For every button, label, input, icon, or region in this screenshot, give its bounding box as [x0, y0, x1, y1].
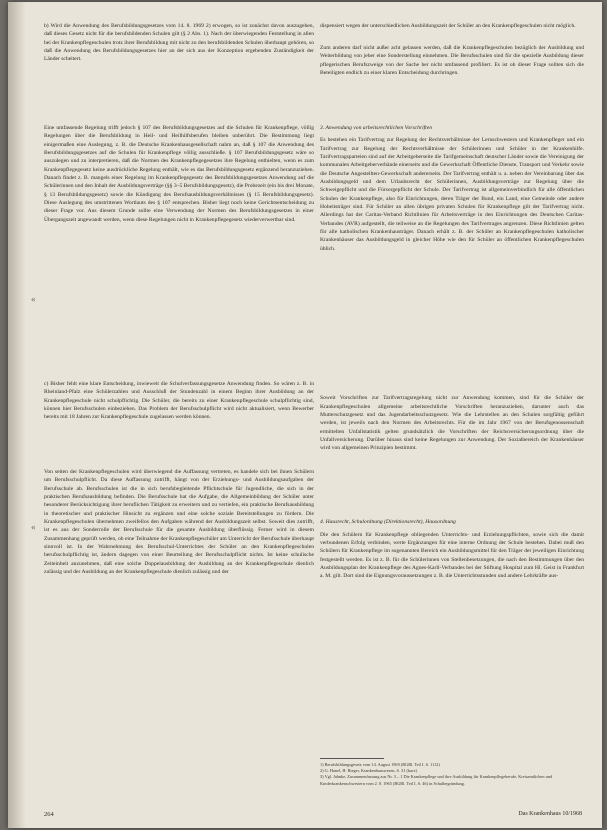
section-heading-4: 4. Hausrecht, Schulordnung (Direktionsrecht), Hausordnung — [320, 519, 456, 526]
right-column — [320, 22, 584, 635]
journal-footer: Das Krankenhaus 10/1968 — [518, 811, 582, 817]
right-paragraph-2: Zum anderen darf nicht außer acht gelassen werden, daß die Krankenpflegeschulen bezüglich der Ausbildung und Weiterbildung von jeher eine Sonderstellung einnehmen. Die Berufsschulen sind für die spezielle Ausbildung dieser pflegerischen Berufszweige von der Sache her nicht umfassend profiliert. Es ist ob dieser Frage sollten sich die Beteiligten endlich zu einer klaren Entscheidung durchringen. — [320, 45, 584, 77]
left-paragraph-107: Eine umfassende Regelung trifft jedoch § 107 des Berufsbildungsgesetzes auf die Schulen für Krankenpflege, völlig Regelungen über die Berufsbildung in Heil- und Heilhilfsberufen bleiben unberührt. Die Bestimmung liegt einigermaßen eine Auslegung, z. B. die Deutsche Krankenhausgesellschaft nahm an, daß § 107 die Anwendung des Berufsbildungsgesetzes auf die Schulen für Krankenpflege völlig ausschließe. § 107 Berufsbildungsgesetz wäre so auszulegen und zu interpretieren, daß die Normen des Krankenpflegegesetzes ihre Regelung enthielten, wenn es zum Krankenpflegegesetz keine ausdrückliche Regelung enthält, wie es das Berufsbildungsgesetz ergänzend heranzuziehen. Danach findet z. B. mangels einer Regelung im Krankenpflegegesetz des Berufsbildungsgesetzes Anwendung auf die Schülerinnen und den Inhalt der Ausbildungsverträge (§§ 3–5 Berufsbildungsgesetz), die Probezeit (ein bis drei Monate, § 13 Berufsbildungsgesetz) sowie die Kündigung des Berufsausbildungsverhältnisses (§ 15 Berufsbildungsgesetz). Diese Auslegung des umstrittenen Wortlauts des § 107 entsprechen. Bisher liegt noch keine Gerichtsentscheidung zu dieser Frage vor. Aus diesem Grunde sollte eine Verwendung der Normen des Berufsbildungsgesetzes in einer Übergangszeit angewandt werden, wenn diese Regelungen nicht in Krankenpflegegesetz wiederverwertbar sind. — [44, 125, 314, 223]
left-paragraph-berufsschule: Von seiten der Krankenpflegeschulen wird überwiegend die Auffassung vertreten, es handele sich bei ihnen Schülern um Berufsschulpflicht. Da diese Auffassung zutrifft, hängt von der Erziehungs- und Ausbildungsaufgaben der Berufsschule ab. Berufsschulen ist die in sich berufsbegleitende Pflichtschule für Jugendliche, die sich in der praktischen Berufsausbildung befinden. Die Berufsschule hat die Aufgabe, die Allgemeinbildung der Schüler unter besonderer Berücksichtigung ihrer beruflichen Tätigkeit zu erweitern und zu vertiefen, ein praktische Berufsausbildung in theoretischer und praktischer Hinsicht zu ergänzen und eine solche soziale Bereitstellungen zu fördern. Die Krankenpflegeschulen übernehmen zweifellos den Aufgaben während der Ausbildungszeit selbst. Soweit dies zutrifft, ist es aus der Sonderrolle der Berufsschule für die gesamte Ausbildung überflüssig. Ferner wird in diesem Zusammenhang geprüft werden, ob eine Teilnahme der Krankenpflegeschüler am Unterricht der Berufsschule überhaupt sinnvoll ist. In der Wahrnehmung des Berufsschul-Unterrichtes der Schüler an den Krankenpflegeschulen berufsschulpflichtig ist, ändern dagegen von einer Beurteilung der Berufsschulpflicht nichts. Ist keine schulische Zeiteinheit anzunehmen, daß eine solche Doppelausbildung der Ausbildung an der Krankenpflegeschule dienlich zulässig und der Ausbildung an der Krankenpflegeschule dienlich zulässig und der — [44, 469, 314, 576]
footnote-3: 3) Vgl. Jahnke, Zusammenfassung aus Nr. 3 – 1 Die Krankenpflege und ihre Ausbildung für Krankenpflegeberufe, Kreisamtlichen und Kinderkrankenschwestern vom 2. 8. 1965 (BGBl. Teil I, S. 46) in Schulbegründung. — [320, 774, 553, 786]
left-paragraph-b: b) Wird die Anwendung des Berufsbildungsgesetzes vom 14. 8. 1969 2) erwogen, so ist zunächst davon auszugehen, daß dieses Gesetz nicht für die berufsbildenden Schulen gilt (§ 2 Abs. 1). Nach der überwiegenden Feststellung in allen bei der Krankenpflegeschulen trotz ihrer Berufsbildung mit nicht zu den berufsbildenden Schulen überhaupt gehören, so daß die Anwendung des Berufsbildungsgesetzes hier an der sich aus der Konzeption ergebenden Zuständigkeit der Länder scheitert. — [44, 23, 314, 63]
right-paragraph-1: dispensiert wegen der unterschiedlichen Ausbildungszeit der Schüler an den Krankenpflegeschulen nicht möglich. — [320, 23, 576, 29]
document-page — [8, 2, 602, 828]
binding-gutter — [8, 2, 26, 828]
page-number: 264 — [44, 811, 54, 818]
footnotes — [320, 762, 584, 787]
right-paragraph-arbeitsrecht: Soweit Vorschriften zur Tarifvertragsregelung nicht zur Anwendung kommen, sind für die Schüler der Krankenpflegeschulen allgemeine arbeitsrechtliche Vorschriften heranzuziehen, darunter auch das Mutterschutzgesetz und das Jugendarbeitsschutzgesetz. Wie die Lehrstellen an den Schulen sorgfältig geführt werden, ist jeweils nach den Normen des Arbeitsrechts. Für die im Jahr 1967 von der Berufsgenossenschaft ermittelten Unfallstatistik gelten grundsätzlich die Vorschriften der Reichsversicherungsordnung über die Unfallversicherung. Darüber hinaus sind keine Regelungen zur Anwendung. Der Sozialbereich der Krankenhäuser wird von allgemeinen Prinzipien bestimmt. — [320, 395, 584, 452]
section-heading-3: 3. Anwendung von arbeitsrechtlichen Vorschriften — [320, 125, 433, 131]
right-paragraph-tarif: Es bestehen ein Tarifvertrag zur Regelung der Rechtsverhältnisse der Lernschwestern und Krankenpfleger und ein Tarifvertrag zur Regelung der Rechtsverhältnisse der Schülerinnen und Schüler in der Krankenhilfe. Tarifvertragsparteien sind auf der Arbeitgeberseite die Tarifgemeinschaft deutscher Länder sowie die Vereinigung der kommunalen Arbeitgeberverbände einerseits und die Gewerkschaft Öffentliche Dienste, Transport und Verkehr sowie die Deutsche Angestellten-Gewerkschaft andererseits. Der Tarifvertrag enthält u. a. neben der Vereinbarung über das Ausbildungsgeld und dem Urlaubsrecht der Schülerinnen, Ausbildungsverträge zur Regelung über die Schweigepflicht und die Fürsorgepflicht der Schule. Der Tarifvertrag ist allgemeinverbindlich für alle öffentlichen Schulen der Krankenpflege, also für Einrichtungen, deren Träger der Bund, ein Land, eine Gemeinde oder andere Hoheitsträger sind. Für Schüler an allen übrigen privaten Schulen für Krankenpflege gilt der Tarifvertrag nicht. Allerdings hat der Caritas-Verband Richtlinien für Arbeitsverträge in den Einrichtungen des Deutschen Caritas-Verbandes (AVR) aufgestellt, die teilweise an die Regelungen des Tarifvertrages angrenzen. Diese Richtlinien gelten für alle katholischen Krankenhausträger. Danach erhält z. B. der Schüler an Krankenpflegeschulen katholischer Krankenhäuser das Ausbildungsgeld in gleicher Höhe wie den für Schüler an öffentlichen Krankenpflegeschulen üblich. — [320, 137, 584, 252]
footnote-rule — [320, 758, 384, 759]
left-column — [44, 22, 314, 734]
left-paragraph-c: c) Bisher fehlt eine klare Entscheidung, inwieweit die Schulverfassungsgesetze Anwendung finden. So wären z. B. in Rheinland-Pfalz eine Schülerzahlen und Ausschluß der Stundenzahl in einem Beginn ihrer Ausbildung an der Krankenpflegeschule nicht schulpflichtig. Die Schüler, die bereits zu einer Krankenpflegeschule schulpflichtig sind, können hier Berufsschulen einbeziehen. Das Problem der Berufsschulpflicht wird nicht aktualisiert, wenn Bewerber bereits mit 18 Jahren zur Krankenpflegeschule zugelassen werden können. — [44, 381, 314, 421]
margin-mark-icon: « — [31, 522, 36, 532]
footnote-2: 2) G. Hanel, H. Rieger, Krankenhauswesen, S. 31 (kurz) — [320, 768, 417, 774]
right-paragraph-hausrecht: Die den Schülern für Krankenpflege obliegenden Unterrichts- und Erziehungspflichten, sowie sich die damit verbundenen Erfolg verbinden, werte Ergänzungen für eine interne Ordnung der Schule bestehen. Dabei muß den Schülern für Krankenpflege im sogenannten Bereich ein Ausbildungsmittel für den Träger der jeweiligen Einrichtung festgestellt werden. Es ist z. B. für die Schülerinnen von Stellenbesetzungen, die nach den Bestimmungen über den Ausbildungsplan der Krankenpflege des Agnes-Karll-Verbandes bei der Stiftung Hospital zum Hl. Geist in Frankfurt a. M. gilt. Dort sind die Eignungsvoraussetzungen z. B. die Unterrichtsstunden und andere Lehrkräfte aus- — [320, 531, 584, 580]
footnote-1: 1) Berufsbildungsgesetz vom 14. August 1969 (BGBl. Teil I, S. 1112) — [320, 762, 440, 767]
margin-mark-icon: « — [31, 294, 36, 304]
